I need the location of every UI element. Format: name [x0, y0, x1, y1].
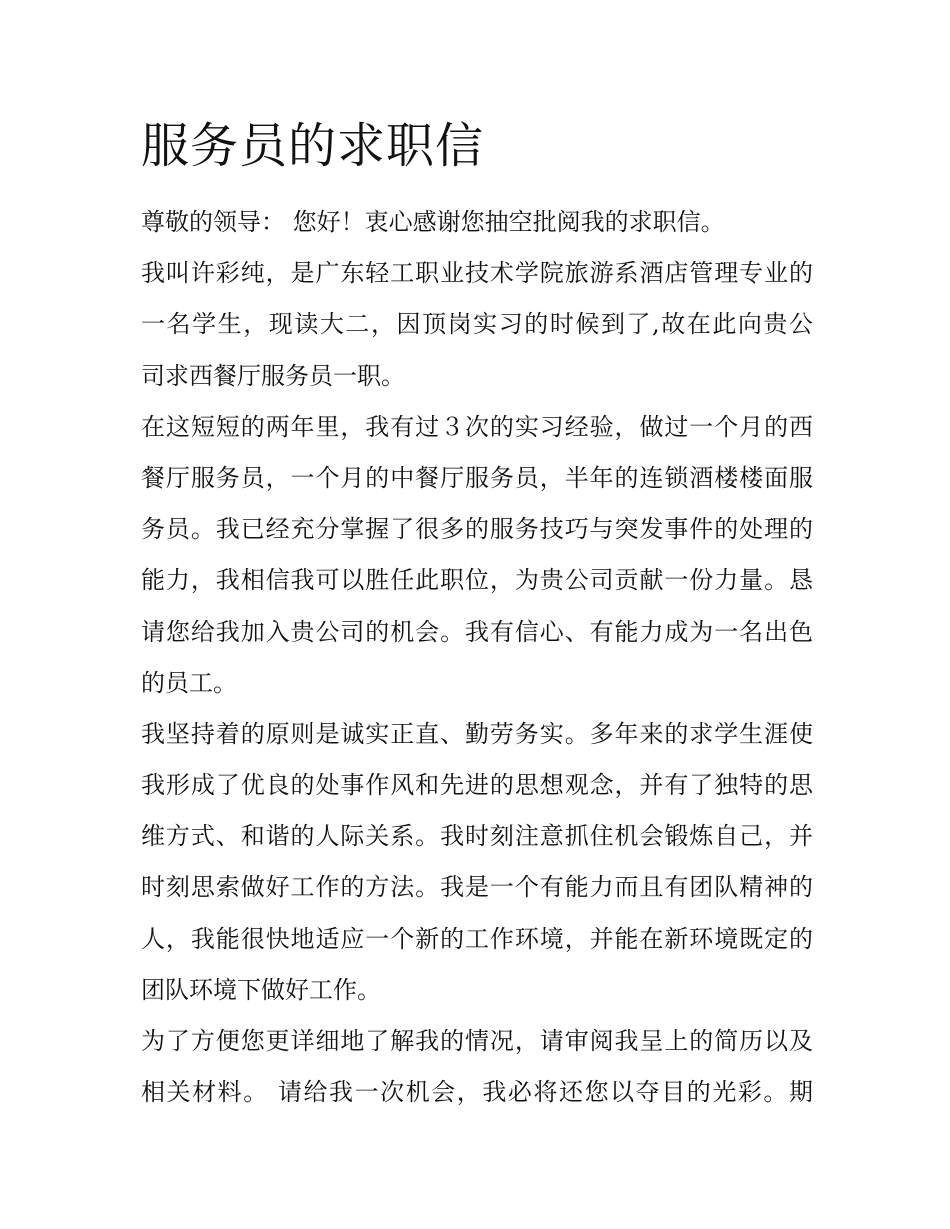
text-line: 人，我能很快地适应一个新的工作环境，并能在新环境既定的	[141, 924, 813, 953]
text-line: 维方式、和谐的人际关系。我时刻注意抓住机会锻炼自己，并	[141, 822, 813, 851]
text-line: 为了方便您更详细地了解我的情况，请审阅我呈上的简历以及	[141, 1027, 813, 1055]
text-line: 一名学生，现读大二，因顶岗实习的时候到了,故在此向贵公	[141, 310, 813, 339]
letter-body	[141, 197, 813, 1118]
text-line: 餐厅服务员，一个月的中餐厅服务员，半年的连锁酒楼楼面服	[141, 463, 813, 492]
text-line: 务员。我已经充分掌握了很多的服务技巧与突发事件的处理的	[141, 515, 813, 544]
text-line: 我坚持着的原则是诚实正直、勤劳务实。多年来的求学生涯使	[141, 719, 813, 748]
text-line: 团队环境下做好工作。	[141, 975, 381, 1004]
text-line-salutation: 尊敬的领导： 您好！衷心感谢您抽空批阅我的求职信。	[141, 208, 725, 236]
page-title: 服务员的求职信	[141, 118, 485, 174]
text-line: 的员工。	[141, 668, 237, 697]
text-line: 我形成了优良的处事作风和先进的思想观念，并有了独特的思	[141, 771, 813, 800]
text-line: 司求西餐厅服务员一职。	[141, 361, 405, 390]
text-line: 我叫许彩纯，是广东轻工职业技术学院旅游系酒店管理专业的	[141, 259, 813, 288]
text-line: 时刻思索做好工作的方法。我是一个有能力而且有团队精神的	[141, 873, 813, 902]
text-line: 能力，我相信我可以胜任此职位，为贵公司贡献一份力量。恳	[141, 566, 813, 595]
text-line: 请您给我加入贵公司的机会。我有信心、有能力成为一名出色	[141, 617, 813, 646]
text-line: 相关材料。 请给我一次机会，我必将还您以夺目的光彩。期	[141, 1078, 813, 1107]
text-line: 在这短短的两年里，我有过３次的实习经验，做过一个月的西	[141, 412, 813, 441]
